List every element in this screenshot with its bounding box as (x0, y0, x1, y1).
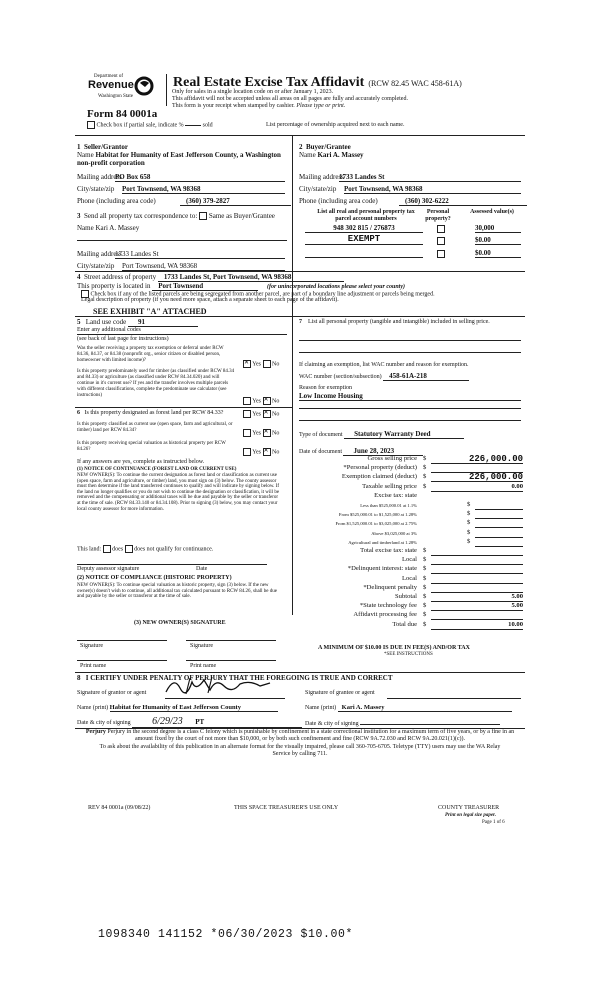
land-use-row: 5 Land use code 91 (77, 318, 198, 327)
recording-stamp: 1098340 141152 *06/30/2023 $10.00* (98, 928, 354, 941)
grantor-signature-row: Signature of grantor or agent (77, 690, 287, 696)
located-in[interactable]: Port Townsend (152, 282, 258, 291)
partial-sale-row (87, 121, 213, 129)
q2-yes-checkbox[interactable] (243, 397, 251, 405)
tax-row-dollar: $ (467, 501, 471, 508)
section7-text: 7 List all personal property (tangible and intangible) included in selling price. (299, 319, 490, 325)
tax-row (299, 556, 527, 565)
grantee-date[interactable] (360, 716, 500, 725)
notice1-body: NEW OWNER(S): To continue the current designation as forest land or classification as current use (open space, farm and agriculture, or timber) land, you must sign on (3) below. The county assessor must then determine if the land transferred continues to qualify and will indicate by signing below. If the land no longer qualifies or you do not wish to continue the designation or classification, it will be removed and the compensating or additional taxes will be due and payable by the seller or transferor at the time of sale. (RCW 84.33.140 or 84.34.108). Prior to signing (3) below, you may contact your local county assessor for more information. (77, 473, 280, 512)
tax-row-label: Total due (392, 620, 417, 628)
legal-description-label: Legal description of property (if you need more space, attach a separate sheet to each page of the affidavit). (81, 297, 339, 303)
tax-row-value[interactable] (475, 529, 523, 538)
form-number: Form 84 0001a (87, 108, 158, 120)
minimum-due: A MINIMUM OF $10.00 IS DUE IN FEE(S) AND/OR TAX (318, 645, 470, 651)
tax-row-dollar: $ (423, 482, 427, 490)
page-number: Page 1 of 6 (482, 820, 505, 825)
tax-row-dollar: $ (423, 455, 427, 462)
page-title: Real Estate Excise Tax Affidavit (173, 75, 365, 90)
tax-row-label: Total excise tax: state (360, 547, 417, 554)
treasurer-space: THIS SPACE TREASURER'S USE ONLY (234, 805, 339, 811)
perjury-notice: Perjury Perjury in the second degree is a class C felony which is punishable by confinement in a state correctional institution for a maximum term of five years, or by a fine in an amount fixed by the court of not more than $10,000, or by both such confinement and fine (RCW 9A.72.030 and RCW 9A.20.021(1)(c)). (85, 729, 515, 742)
assessed-value[interactable]: $0.00 (475, 236, 521, 245)
section6-q3: Is this property receiving special valuation as historical property per RCW 84.26? (77, 441, 226, 452)
assessed-value[interactable]: 30,000 (475, 224, 521, 233)
tax-row-value[interactable] (431, 565, 523, 574)
seller-mailing[interactable]: PO Box 658 (115, 173, 285, 182)
buyer-mailing-row: Mailing address 1733 Landes St (299, 173, 521, 181)
tax-row-dollar: $ (467, 519, 471, 527)
title-ref: (RCW 82.45 WAC 458-61A) (368, 79, 462, 88)
personal-property-checkbox[interactable] (437, 237, 445, 245)
tax-row-value[interactable]: 10.00 (431, 621, 523, 630)
seller-name[interactable]: Habitat for Humanity of East Jefferson County, a Washington non-profit corporation (77, 151, 281, 167)
reason-for-exemption[interactable]: Low Income Housing (299, 392, 521, 401)
section5-q1: Was the seller receiving a property tax exemption or deferral under RCW 84.36, 84.37, or 84.38 (nonprofit org., senior citizen or disabled person, homeowner with limited income)? (77, 346, 224, 363)
legal-paper: Print on legal size paper. (445, 813, 496, 818)
notice3-title: (3) NEW OWNER(S) SIGNATURE (134, 620, 226, 626)
new-owner-signature-2[interactable]: Signature (190, 643, 213, 649)
does-not-checkbox[interactable] (125, 545, 133, 553)
tax-row (299, 538, 527, 547)
seller-phone[interactable]: (360) 379-2827 (180, 197, 291, 206)
section6-q1-answer: Yes ✕ No (243, 410, 279, 418)
tax-row (299, 565, 527, 574)
tax-row-label: From $525,000.01 to $1,525,000 at 1.28% (338, 512, 417, 518)
correspondence-mailing-row: Mailing address 1733 Landes St (77, 250, 287, 258)
tax-row-label: Gross selling price (367, 455, 417, 462)
see-back: (see back of last page for instructions) (77, 336, 169, 342)
deputy-date: Date (196, 566, 208, 572)
partial-sold-label: sold (202, 122, 213, 129)
this-land-row: This land: does does not qualify for continuance. (77, 546, 214, 553)
doc-type[interactable]: Statutory Warranty Deed (344, 430, 464, 439)
tax-row (299, 547, 527, 556)
wac-row: WAC number (section/subsection) 458-61A-218 (299, 372, 469, 381)
tax-row-dollar: $ (467, 537, 471, 545)
tax-row (299, 473, 527, 482)
tax-row-label: Affidavit processing fee (353, 611, 417, 619)
section5-q2: Is this property predominately used for timber (as classified under RCW 84.34 and 84.33) or agriculture (as classified under RCW 84.34.020) and will continue in it's current use? If yes and the transfer involves multiple parcels with different classifications, complete the predominate use calculator (see instructions) (77, 369, 235, 398)
grantee-name[interactable]: Kari A. Massey (338, 704, 512, 712)
seller-name-row: Name Habitat for Humanity of East Jefferson County, a Washington non-profit corporation (77, 151, 281, 167)
q1-no-checkbox[interactable] (263, 360, 271, 368)
tax-row-value[interactable] (475, 519, 523, 528)
ownership-note: List percentage of ownership acquired next to each name. (266, 122, 405, 128)
dept-line1: Department of (94, 74, 124, 79)
located-row: This property is located in Port Townsend (for unincorporated locations please select your county) (77, 282, 405, 290)
personal-property-checkbox[interactable] (437, 225, 445, 233)
correspondence-city[interactable]: Port Townsend, WA 98368 (122, 262, 285, 271)
notice1-title: (1) NOTICE OF CONTINUANCE (FOREST LAND OR CURRENT USE) (77, 467, 237, 472)
s6q3-no-checkbox[interactable] (263, 448, 271, 456)
note-3: This form is your receipt when stamped by cashier. Please type or print. (172, 103, 346, 109)
tax-row-dollar: $ (467, 528, 471, 536)
segregated-row: Check box if any of the listed parcels are being segregated from another parcel, are part of a boundary line adjustment or parcels being merged. (81, 290, 435, 298)
seller-city[interactable]: Port Townsend, WA 98368 (122, 185, 285, 194)
s6q1-yes-checkbox[interactable] (243, 410, 251, 418)
tax-row (299, 501, 527, 510)
tax-row-dollar: $ (423, 556, 427, 564)
tax-row-value[interactable] (475, 510, 523, 519)
tax-row-label: Subtotal (395, 593, 417, 600)
tax-row-dollar: $ (423, 464, 427, 472)
section6-q2-answer: Yes ✕ No (243, 429, 279, 437)
tax-row-label: Exemption claimed (deduct) (341, 473, 417, 481)
q2-no-checkbox[interactable] (263, 397, 271, 405)
tax-row (299, 593, 527, 602)
tax-row (299, 455, 527, 464)
grantee-signature-row: Signature of grantee or agent (305, 690, 523, 696)
rev-number: REV 84 0001a (09/08/22) (88, 805, 151, 811)
notice2-body: NEW OWNER(S): To continue special valuation as historic property, sign (3) below. If the new owner(s) doesn't wish to continue, all additional tax calculated pursuant to RCW 84.26, shall be due and payable by the seller or transferor at the time of sale. (77, 583, 277, 600)
tax-row-label: Local (401, 574, 417, 582)
doc-date-row: Date of document June 28, 2023 (299, 447, 423, 456)
availability-notice: To ask about the availability of this publication in an alternate format for the visually impaired, please call 360-705-6705. Teletype (TTY) users may use the WA Relay Service by calling 711. (99, 744, 501, 757)
q1-yes-checkbox[interactable] (243, 360, 251, 368)
exhibit-a: SEE EXHIBIT "A" ATTACHED (93, 307, 207, 316)
tax-row (299, 621, 527, 630)
tax-row (299, 575, 527, 584)
correspondence-mailing[interactable]: 1733 Landes St (115, 250, 285, 259)
deputy-signature: Deputy assessor signature (77, 566, 140, 572)
grantor-signature[interactable] (165, 698, 285, 699)
exemption-claimed: If claiming an exemption, list WAC number and reason for exemption. (299, 362, 469, 368)
doc-type-row: Type of document Statutory Warranty Deed (299, 430, 464, 439)
tax-row-dollar: $ (423, 593, 427, 600)
seller-mailing-row: Mailing address PO Box 658 (77, 173, 287, 181)
tax-row-value[interactable] (431, 556, 523, 565)
if-any-yes: If any answers are yes, complete as instructed below. (77, 459, 205, 465)
certify: 8 I CERTIFY UNDER PENALTY OF PERJURY THAT THE FOREGOING IS TRUE AND CORRECT (77, 674, 393, 682)
buyer-city[interactable]: Port Townsend, WA 98368 (344, 185, 521, 194)
tax-row (299, 602, 527, 611)
parcel-number[interactable]: 948 302 815 / 276873 (305, 224, 423, 233)
parcel-number[interactable] (305, 249, 423, 258)
s6q2-no-checkbox[interactable] (263, 429, 271, 437)
partial-sale-checkbox[interactable] (87, 121, 95, 129)
see-instructions: *SEE INSTRUCTIONS (384, 652, 433, 657)
tax-row-dollar: $ (423, 574, 427, 582)
correspondence-row: 3 Send all property tax correspondence to: Same as Buyer/Grantee (77, 212, 275, 220)
dept-state: Washington State (98, 94, 134, 99)
grantor-name[interactable]: Habitat for Humanity of East Jefferson County (110, 704, 278, 712)
section6-q2: Is this property classified as current use (open space, farm and agricultural, or timber) land per RCW 84.34? (77, 422, 233, 433)
correspondence-city-row: City/state/zip Port Townsend, WA 98368 (77, 262, 287, 270)
tax-row (299, 483, 527, 492)
tax-row-dollar: $ (423, 547, 427, 554)
tax-row-label: Local (401, 556, 417, 564)
tax-row-value[interactable] (431, 575, 523, 584)
property-street[interactable]: 1733 Landes St, Port Townsend, WA 98368 (158, 273, 344, 282)
buyer-mailing[interactable]: 1733 Landes St (339, 173, 521, 182)
tax-row-label: *Delinquent interest: state (347, 565, 417, 573)
doc-date[interactable]: June 28, 2023 (343, 447, 423, 456)
correspondence-name[interactable]: Kari A. Massey (95, 224, 140, 232)
tax-row-label: *Delinquent penalty (363, 583, 417, 591)
tax-row-value[interactable] (431, 611, 523, 620)
tax-row-label: Above $3,025,000 at 3% (371, 530, 417, 536)
tax-row-value[interactable] (475, 501, 523, 510)
tax-row-label: Excise tax: state (374, 491, 417, 499)
tax-row (299, 492, 527, 501)
buyer-heading: 2 Buyer/Grantee (299, 143, 351, 151)
new-owner-signature-1[interactable]: Signature (80, 643, 103, 649)
county-treasurer: COUNTY TREASURER (438, 805, 500, 811)
tax-row (299, 584, 527, 593)
tax-row-value[interactable] (475, 538, 523, 547)
tax-row-dollar: $ (423, 565, 427, 573)
tax-row (299, 510, 527, 519)
revenue-logo (88, 74, 158, 106)
same-as-buyer-checkbox[interactable] (199, 212, 207, 220)
tax-row-value[interactable] (431, 547, 523, 556)
section5-q2-answer: Yes ✕ No (243, 397, 279, 405)
seller-heading: 1 Seller/Grantor (77, 143, 128, 151)
wac-number[interactable]: 458-61A-218 (383, 372, 469, 381)
correspondence-name-row: Name Kari A. Massey (77, 224, 140, 232)
parcels-col-3: Assessed value(s) (470, 209, 514, 215)
tax-row-value[interactable]: 5.00 (431, 602, 523, 611)
tax-row-value[interactable] (431, 584, 523, 593)
tax-row-dollar: $ (423, 611, 427, 619)
tax-row (299, 529, 527, 538)
tax-row-label: Agricultural and timberland at 1.28% (348, 539, 417, 545)
notice2-title: (2) NOTICE OF COMPLIANCE (HISTORIC PROPERTY) (77, 575, 232, 581)
s6q1-no-checkbox[interactable] (263, 410, 271, 418)
tax-row-dollar: $ (423, 473, 427, 481)
buyer-phone-row: Phone (including area code) (360) 302-6222 (299, 197, 521, 205)
grantor-date[interactable]: 6/29/23 PT (132, 716, 302, 728)
tax-row-dollar: $ (467, 510, 471, 518)
tax-row-dollar: $ (423, 583, 427, 591)
reason-label: Reason for exemption (299, 385, 352, 391)
personal-property-checkbox[interactable] (437, 250, 445, 258)
seller-city-row: City/state/zip Port Townsend, WA 98368 (77, 185, 287, 193)
tax-row-label: Less than $525,000.01 at 1.1% (360, 503, 417, 508)
grantee-date-row: Date & city of signing (305, 716, 500, 727)
tax-row (299, 611, 527, 620)
parcels-col-1: List all real and personal property tax parcel account numbers (317, 209, 415, 222)
section6-q3-answer: Yes ✕ No (243, 448, 279, 456)
grantor-name-row: Name (print) Habitat for Humanity of East Jefferson County (77, 704, 278, 712)
tax-row-label: Taxable selling price (362, 482, 417, 490)
additional-codes: Enter any additional codes (77, 327, 141, 333)
buyer-phone[interactable]: (360) 302-6222 (399, 197, 527, 206)
note-1: Only for sales in a single location code on or after January 1, 2023. (172, 89, 334, 95)
section6-q1: 6 Is this property designated as forest land per RCW 84.33? (77, 410, 224, 416)
grantor-date-row: Date & city of signing 6/29/23 PT (77, 716, 302, 728)
assessed-value[interactable]: $0.00 (475, 249, 521, 258)
seller-phone-row: Phone (including area code) (360) 379-2827 (77, 197, 287, 205)
parcel-number[interactable]: EXEMPT (305, 234, 423, 245)
buyer-name[interactable]: Kari A. Massey (317, 151, 364, 159)
tax-row (299, 519, 527, 528)
s6q3-yes-checkbox[interactable] (243, 448, 251, 456)
tax-row-value[interactable]: 226,000.00 (431, 473, 523, 482)
grantee-name-row: Name (print) Kari A. Massey (305, 704, 512, 712)
buyer-city-row: City/state/zip Port Townsend, WA 98368 (299, 185, 521, 193)
section5-q1-answer: ✕ Yes No (243, 360, 279, 368)
tax-row-dollar: $ (423, 602, 427, 610)
tax-row-value[interactable]: 226,000.00 (431, 455, 523, 464)
s6q2-yes-checkbox[interactable] (243, 429, 251, 437)
street-row: 4 Street address of property 1733 Landes St, Port Townsend, WA 98368 (77, 273, 344, 282)
tax-row-label: *Personal property (deduct) (343, 464, 417, 472)
tax-row-label: *State technology fee (359, 602, 417, 610)
land-use-code[interactable]: 91 (128, 318, 198, 327)
grantee-signature[interactable] (387, 698, 521, 699)
tax-row-dollar: $ (423, 620, 427, 628)
revenue-logo-icon (134, 76, 154, 96)
tax-row-label: From $1,525,000.01 to $3,025,000 at 2.75% (335, 521, 417, 527)
note-2: This affidavit will not be accepted unless all areas on all pages are fully and accurately completed. (172, 96, 408, 102)
new-owner-print-1[interactable]: Print name (80, 663, 107, 669)
partial-sale-label: Check box if partial sale, indicate % (96, 122, 184, 129)
dept-revenue: Revenue (88, 79, 134, 91)
tax-row-value[interactable]: 0.00 (431, 483, 523, 492)
does-checkbox[interactable] (103, 545, 111, 553)
tax-row-value[interactable]: 5.00 (431, 593, 523, 602)
new-owner-print-2[interactable]: Print name (190, 663, 217, 669)
partial-sale-percent[interactable] (185, 125, 201, 126)
parcels-col-2: Personal property? (425, 209, 451, 222)
buyer-name-row: Name Kari A. Massey (299, 151, 364, 159)
